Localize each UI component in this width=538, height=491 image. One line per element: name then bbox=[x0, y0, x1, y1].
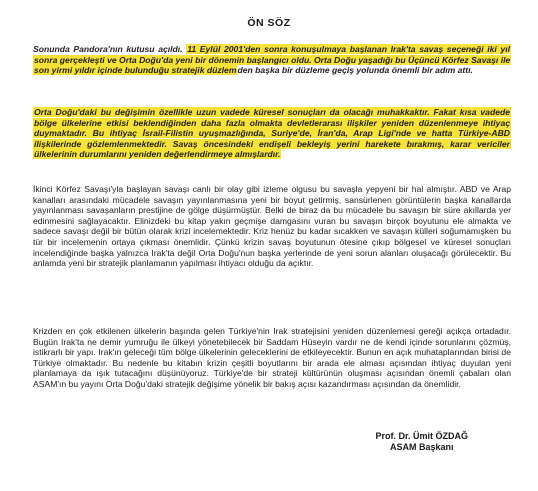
signature-role: ASAM Başkanı bbox=[389, 442, 454, 452]
paragraph-2-highlight: Orta Doğu'daki bu değişimin özellikle uzun vadede küresel sonuçları da olacağı muhakkaktır. Fakat kısa vadede bölge ülkelerine etkisi beklendiğinden daha fazla olmakta devletlerarası ilişkiler yeniden düzenlenmeye ihtiyaç duymaktadır. Bu ihtiyaç İsrail-Filistin uyuşmazlığında, Suriye'de, İran'da, Arap Ligi'nde ve hatta Türkiye-ABD ilişkilerinde gözlemlenmektedir. Savaş öncesindeki endişeli bekleyiş yerini harekete bırakmış, karar vericiler ülkelerinin durumlarını yeniden değerlendirmeye almışlardır. bbox=[34, 107, 510, 160]
paragraph-1 bbox=[33, 44, 511, 76]
paragraph-1-pre: Sonunda Pandora'nın kutusu açıldı. bbox=[33, 44, 187, 54]
page-title: ÖN SÖZ bbox=[247, 17, 291, 29]
paragraph-1-highlight: 11 Eylül 2001'den sonra konuşulmaya başlanan Irak'ta savaş seçeneği iki yıl sonra gerçekleşti ve Orta Doğu'da yeni bir dönemin başlangıcı oldu. Orta Doğu yaşadığı bu Üçüncü Körfez Savaşı ile son yirmi yıldır içinde bulunduğu stratejik düzlem bbox=[34, 44, 511, 76]
paragraph-2 bbox=[33, 107, 511, 160]
paragraph-4 bbox=[33, 326, 511, 390]
paragraph-1-post: den başka bir düzleme geçiş yolunda önemli bir adım attı. bbox=[237, 65, 473, 76]
paragraph-4-text: Krizden en çok etkilenen ülkelerin başında gelen Türkiye'nin Irak stratejisini yeniden düzenlemesi gereği açıkça ortadadır. Bugün Irak'ta ne demir yumruğu ile ülkeyi yönetebilecek bir Saddam Hüseyin vardır ne de kendi içinde sorunlarını çözmüş, istikrarlı bir yapı. Irak'ın geleceği tüm bölge ülkelerinin geleceklerini de etkileyecektir. Bunun en açık muhataplarından birisi de Türkiye olmaktadır. Bu nedenle bu kitabın krizin çeşitli boyutlarını bir arada ele alması açısından ihtiyaç duyulan yeni planlamaya da ışık tutacağını düşünüyoruz. Türkiye'de bir strateji kültürünün oluşması açısından önemli çabaları olan ASAM'ın bu yayını Orta Doğu'daki stratejik değişime yönelik bir bakış açısı kazandırması açısından da önemlidir. bbox=[33, 326, 511, 389]
signature-block bbox=[375, 431, 468, 453]
paragraph-3 bbox=[33, 184, 511, 269]
paragraph-3-text: İkinci Körfez Savaşı'yla başlayan savaşı canlı bir olay gibi izleme olgusu bu savaşla yepyeni bir hal almıştır. ABD ve Arap kanalları arasındaki mücadele savaşın yayınlanmasına yeni bir boyut getirmiş, sansürlenen görüntülerin başka kanallarda yayınlanması savaşanların prestijine de gölge düşürmüştür. Belki de biraz da bu mücadele bu savaşın bir süre akıllarda yer edinmesini sağlayacaktır. Elinizdeki bu kitap yakın geçmişe damgasını vuran bu savaşın birçok boyutunu ele almakta ve sadece savaşı değil bir bütün olarak krizi incelemektedir. Kriz henüz bu kadar sıcakken ve savaşın külleri soğumamışken bu tür bir incelemenin ortaya çıkması önemlidir. Çünkü krizin savaş boyutunun ötesine çıkıp bölgesel ve küresel sonuçları incelendiğinde başka yalnızca Irak'ta değil Orta Doğu'nun başka yerlerinde de yeni sorun alanları oluşacağı görülecektir. Bu anlamda yeni bir stratejik planlamanın yapılması ihtiyacı olduğu da açıktır. bbox=[33, 184, 511, 269]
signature-name: Prof. Dr. Ümit ÖZDAĞ bbox=[375, 431, 468, 441]
